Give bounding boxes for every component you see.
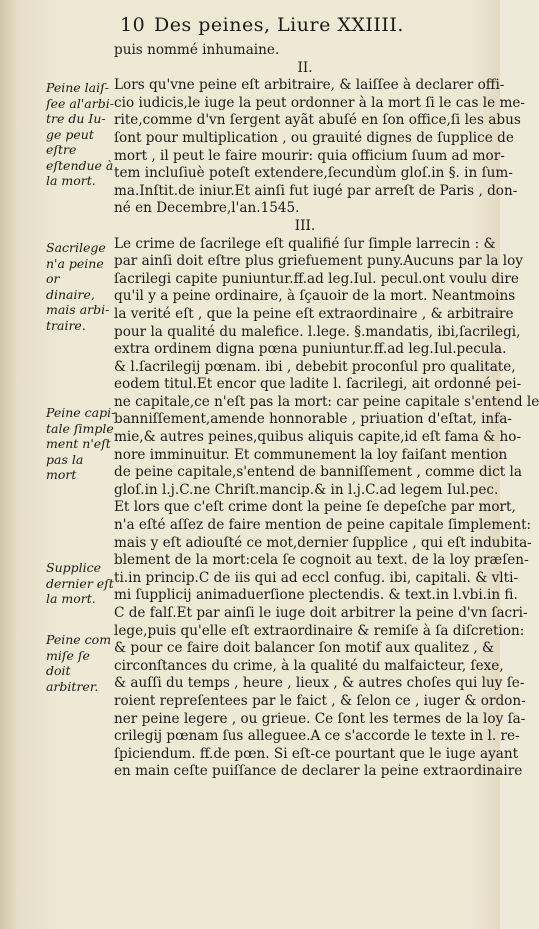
text-line: & l.ſacrilegij pœnam. ibi , debebit proconſul pro qualitate,: [114, 358, 516, 375]
text-line: par ainſi doit eſtre plus griefuement puny.Aucuns par la loy: [114, 253, 523, 270]
text-line: ma.Inſtit.de iniur.Et ainſi fut iugé par arreſt de Paris , don-: [114, 182, 518, 199]
text-line: tem incluſiuè poteſt extendere,ſecundùm gloſ.in §. in ſum-: [114, 165, 513, 182]
page-header: [120, 14, 480, 40]
margin-line: la mort.: [46, 591, 96, 606]
margin-line: ſee al'arbi-: [46, 95, 114, 111]
text-line: de peine capitale,s'entend de banniſſement , comme dict la: [114, 464, 522, 481]
margin-note-5: [46, 632, 116, 694]
text-line: pour la qualité du malefice. l.lege. §.mandatis, ibi,ſacrilegi,: [114, 323, 521, 340]
text-line: [114, 781, 496, 799]
text-line: & auſſi du temps , heure , lieux , & autres choſes qui luy ſe-: [114, 675, 525, 692]
margin-line: ge peut eſtre: [46, 126, 94, 157]
margin-line: Sacrilege: [46, 240, 106, 255]
margin-line: Supplice: [46, 560, 102, 575]
page-number: 10: [120, 14, 146, 36]
margin-line: miſe ſe doit: [46, 647, 90, 678]
text-line: mort , il peut le faire mourir: quia officium ſuum ad mor-: [114, 147, 505, 164]
margin-line: Peine laiſ-: [46, 80, 109, 95]
margin-line: traire.: [46, 317, 86, 333]
text-line: ſont pour multiplication , ou grauité dignes de ſupplice de: [114, 129, 514, 146]
text-line: ſpiciendum. ff.de pœn. Si eſt-ce pourtant que le iuge ayant: [114, 745, 519, 762]
text-line: né en Decembre,l'an.1545.: [114, 200, 300, 217]
text-line: & pour ce faire doit balancer ſon motif aux qualitez , &: [114, 640, 495, 657]
main-text: [114, 42, 539, 799]
text-line: rite,comme d'vn ſergent ayãt abuſé en ſon office,ſi les abus: [114, 112, 521, 129]
text-line: en main ceſte puiſſance de declarer la peine extraordinaire: [114, 763, 523, 780]
text-line: la verité eſt , que la peine eſt extraordinaire , & arbitraire: [114, 305, 514, 322]
text-line: lege,puis qu'elle eſt extraordinaire & remiſe à ſa diſcretion:: [114, 622, 525, 639]
text-line: Le crime de ſacrilege eſt qualifié ſur ſimple larrecin : &: [114, 235, 496, 252]
text-line: crilegij pœnam ſus alleguee.A ce s'accorde le texte in l. re-: [114, 728, 520, 745]
text-line: gloſ.in l.j.C.ne Chriſt.mancip.& in l.j.C.ad legem Iul.pec.: [114, 481, 499, 498]
margin-line: dernier eſt: [46, 575, 114, 591]
margin-line: pas la mort: [46, 451, 84, 482]
margin-line: eſtendue à: [46, 157, 114, 173]
margin-note-3: [46, 405, 116, 483]
text-line: Et lors que c'eſt crime dont la peine ſe depeſche par mort,: [114, 499, 516, 516]
text-line: roient repreſentees par le faict , & ſelon ce , iuger & ordon-: [114, 692, 526, 709]
text-line: eodem titul.Et encor que ladite l. ſacrilegi, ait ordonné pei-: [114, 376, 522, 393]
margin-line: Peine capi-: [46, 405, 116, 420]
margin-line: n'a peine or: [46, 255, 104, 286]
text-line: mais y eſt adiouſté ce mot,dernier ſupplice , qui eſt indubita-: [114, 534, 532, 551]
margin-line: mais arbi-: [46, 302, 110, 317]
margin-line: Peine com: [46, 632, 112, 647]
text-line: Lors qu'vne peine eſt arbitraire, & laiſſee à declarer offi-: [114, 77, 505, 94]
text-line: ti.in princip.C de iis qui ad eccl confug. ibi, capitali. & vlti-: [114, 569, 519, 586]
text-line: banniſſement,amende honnorable , priuation d'eſtat, infa-: [114, 411, 512, 428]
section-number: II.: [297, 59, 313, 76]
text-line: ne capitale,ce n'eſt pas la mort: car peine capitale s'entend le: [114, 393, 539, 410]
text-line: extra ordinem digna pœna puniuntur.ff.ad leg.Iul.pecula.: [114, 341, 507, 358]
text-line: qu'il y a peine ordinaire, à ſçauoir de la mort. Neantmoins: [114, 288, 516, 305]
text-line: n'a eſté aſſez de faire mention de peine capitale ſimplement:: [114, 517, 532, 534]
margin-line: la mort.: [46, 173, 96, 188]
running-title: Des peines, Liure XXIIII.: [154, 14, 404, 36]
text-line: nore imminuitur. Et communement la loy faiſant mention: [114, 446, 508, 463]
text-line: mie,& autres peines,quibus aliquis capite,id eſt fama & ho-: [114, 429, 522, 446]
margin-line: tre du Iu-: [46, 111, 106, 126]
text-line: C de falſ.Et par ainſi le iuge doit arbitrer la peine d'vn ſacri-: [114, 605, 528, 621]
margin-note-4: [46, 560, 116, 607]
margin-note-2: [46, 240, 116, 333]
text-line: ſacrilegi capite puniuntur.ff.ad leg.Iul. pecul.ont voulu dire: [114, 270, 519, 287]
section-number: III.: [294, 217, 316, 234]
margin-line: ment n'eſt: [46, 436, 111, 451]
margin-line: dinaire,: [46, 286, 95, 302]
margin-note-1: [46, 80, 116, 189]
text-line: circonſtances du crime, à la qualité du malfaicteur, ſexe,: [114, 657, 504, 674]
margin-line: arbitrer.: [46, 678, 99, 694]
text-line: cio iudicis,le iuge la peut ordonner à la mort ſi le cas le me-: [114, 94, 525, 111]
text-line: mi ſupplicij animaduerſione plectendis. & text.in l.vbi.in fi.: [114, 587, 518, 604]
text-line: ner peine legere , ou grieue. Ce ſont les termes de la loy ſa-: [114, 710, 526, 727]
text-line: puis nommé inhumaine.: [114, 42, 280, 58]
text-line: blement de la mort:cela ſe cognoit au text. de la loy præſen-: [114, 552, 529, 569]
margin-line: tale ſimple: [46, 420, 114, 436]
